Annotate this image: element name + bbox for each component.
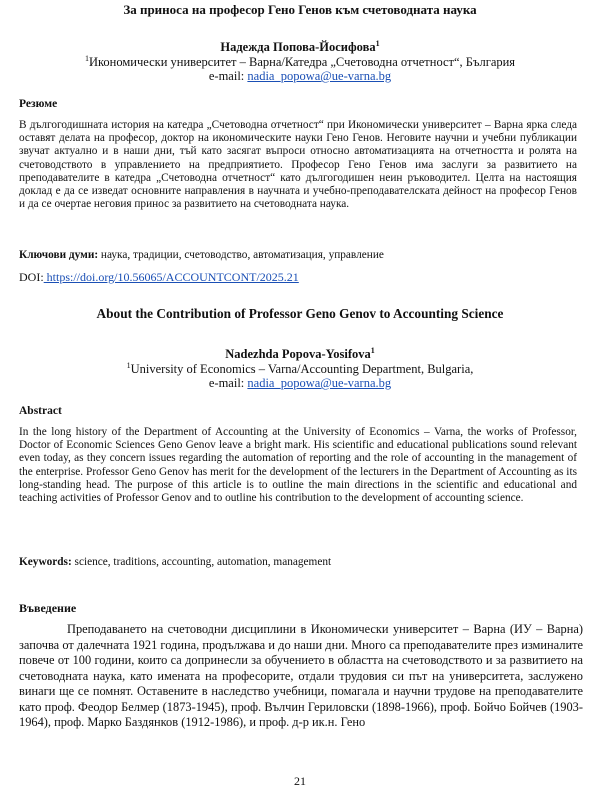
affiliation-text: Икономически университет – Варна/Катедра „Счетоводна отчетност“, България xyxy=(88,55,516,70)
bulgarian-affiliation xyxy=(0,54,600,70)
keywords-en xyxy=(19,556,577,568)
keywords-label: Ключови думи: xyxy=(19,249,99,261)
keywords-label: Keywords: xyxy=(19,556,72,568)
bulgarian-author xyxy=(0,39,600,55)
author-name: Надежда Попова-Йосифова xyxy=(220,40,376,55)
email-link[interactable]: nadia_popowa@ue-varna.bg xyxy=(247,376,392,390)
affiliation-superscript: 1 xyxy=(84,54,89,63)
doi-label: DOI: xyxy=(19,270,44,284)
affiliation-text: University of Economics – Varna/Accounting Department, Bulgaria, xyxy=(130,362,474,377)
bulgarian-email-line xyxy=(0,69,600,84)
bulgarian-title: За приноса на професор Гено Генов към счетоводната наука xyxy=(123,2,477,17)
author-superscript: 1 xyxy=(370,346,375,355)
english-email-line xyxy=(0,376,600,391)
english-title: About the Contribution of Professor Geno Genov to Accounting Science xyxy=(96,306,504,321)
keywords-text: science, traditions, accounting, automation, management xyxy=(71,556,332,568)
affiliation-superscript: 1 xyxy=(126,361,131,370)
abstract-text-en: In the long history of the Department of Accounting at the University of Economics – Varna, the works of Professor, Doctor of Economic Sciences Geno Genov leave a bright mark. His scientific and educational publications sound relevant even today, as they concern issues regarding the automation of reporting and the role of accounting in the management of the enterprise. Professor Geno Genov has merit for the development of the lecturers in the Department of Accounting as its long-standing head. The purpose of this article is to outline the main directions in the scientific and educational and teaching activities of Professor Genov and to outline his contribution to the development of accounting science. xyxy=(19,426,577,505)
doi-line xyxy=(19,270,299,285)
abstract-heading-en: Abstract xyxy=(19,405,62,417)
keywords-text: наука, традиции, счетоводство, автоматизация, управление xyxy=(98,249,384,261)
email-label: e-mail: xyxy=(208,69,248,83)
author-superscript: 1 xyxy=(375,39,380,48)
english-author xyxy=(0,346,600,362)
email-link[interactable]: nadia_popowa@ue-varna.bg xyxy=(247,69,392,83)
email-label: e-mail: xyxy=(208,376,248,390)
abstract-heading-bg: Резюме xyxy=(19,98,58,110)
author-name: Nadezhda Popova-Yosifova xyxy=(225,347,371,362)
abstract-text-bg: В дългогодишната история на катедра „Счетоводна отчетност“ при Икономически университет – Варна ярка следа оставят делата на професор, доктор на икономическите науки Гено Генов. Неговите научни и учебни публикации звучат актуално и в наши дни, тъй като засягат въпроси относно автоматизацията на отчетността и ролята на счетоводството в управлението на предприятието. Професор Гено Генов има заслуги за развитието на преподавателите в катедра „Счетоводна отчетност“ като дългогодишен неин ръководител. Целта на настоящия доклад е да се изведат основните направления в научната и учебно-преподавателската дейност на професор Генов и да се очертае неговия принос за развитието на счетоводната наука. xyxy=(19,119,577,211)
doi-link[interactable]: https://doi.org/10.56065/ACCOUNTCONT/2025.21 xyxy=(43,270,299,284)
introduction-heading: Въведение xyxy=(19,601,77,615)
introduction-text: Преподаването на счетоводни дисциплини в Икономически университет – Варна (ИУ – Варна) започва от далечната 1921 година, продължава и до наши дни. Много са преподавателите през изминалите повече от 100 години, които са допринесли за обучението в областта на счетоводството и за развитието на счетоводната наука, като имената на професорите, отдали трудовия си път на университета, заслужено винаги ще се помнят. Оставените в наследство учебници, помагала и научни трудове на преподавателите като проф. Феодор Белмер (1873-1945), проф. Вълчин Гериловски (1898-1966), проф. Бойчо Бойчев (1903-1964), проф. Марко Баздянков (1912-1986), и проф. д-р ик.н. Гено xyxy=(19,622,583,729)
english-affiliation xyxy=(0,361,600,377)
keywords-bg xyxy=(19,249,577,261)
page-number: 21 xyxy=(294,774,306,788)
